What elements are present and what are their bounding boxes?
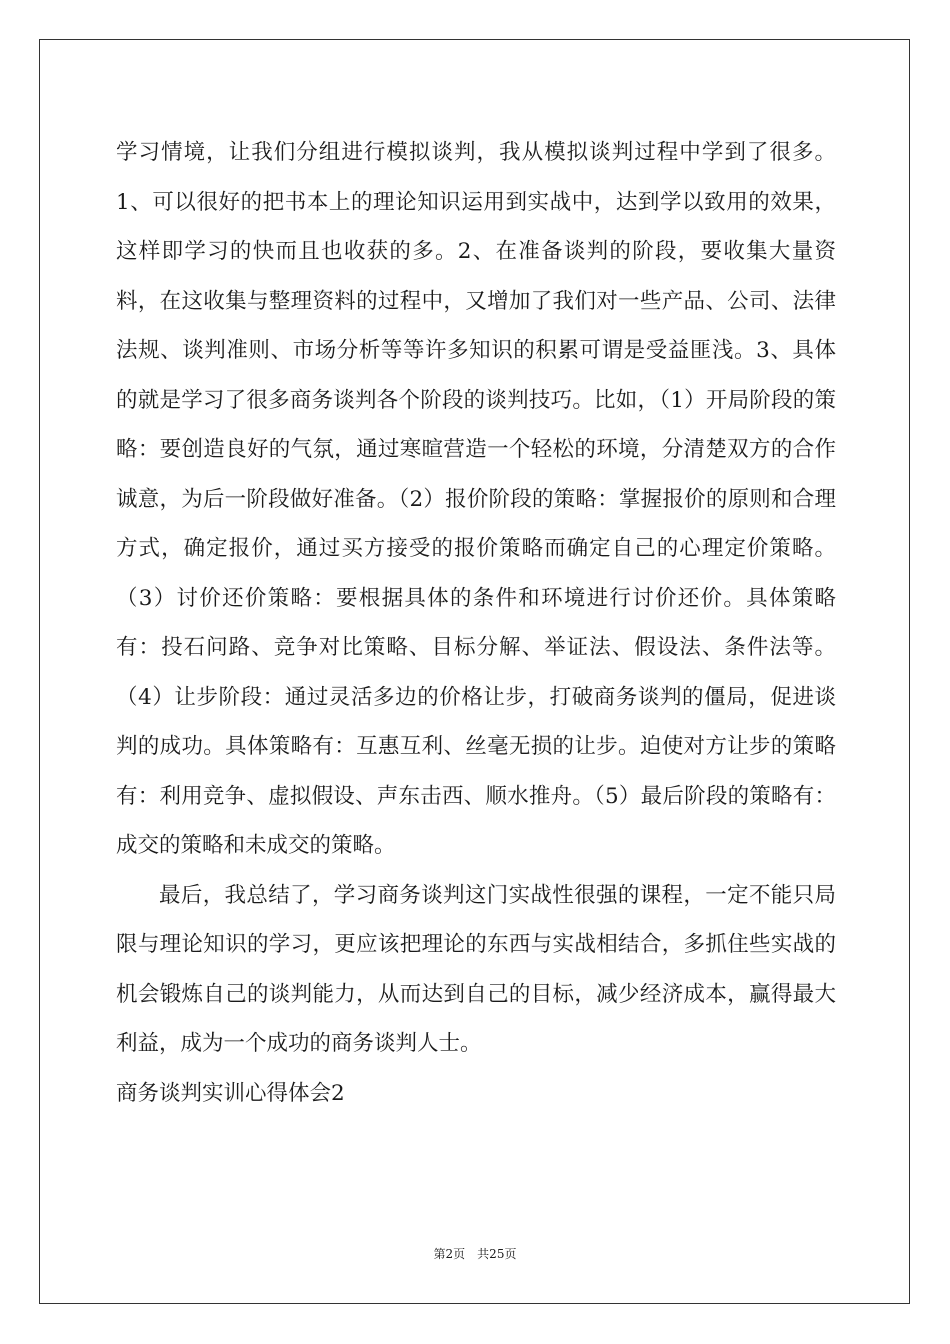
page-footer: 第2页 共25页 [433,1247,517,1261]
section-heading: 商务谈判实训心得体会2 [116,1080,345,1106]
document-body [116,128,836,1118]
paragraph-2: 最后，我总结了，学习商务谈判这门实战性很强的课程，一定不能只局限与理论知识的学习，更应该把理论的东西与实战相结合，多抓住些实战的机会锻炼自己的谈判能力，从而达到自己的目标，减少经济成本，赢得最大利益，成为一个成功的商务谈判人士。 [116,882,836,1056]
paragraph-1: 学习情境，让我们分组进行模拟谈判，我从模拟谈判过程中学到了很多。1、可以很好的把书本上的理论知识运用到实战中，达到学以致用的效果，这样即学习的快而且也收获的多。2、在准备谈判的阶段，要收集大量资料，在这收集与整理资料的过程中，又增加了我们对一些产品、公司、法律法规、谈判准则、市场分析等等许多知识的积累可谓是受益匪浅。3、具体的就是学习了很多商务谈判各个阶段的谈判技巧。比如，（1）开局阶段的策略：要创造良好的气氛，通过寒暄营造一个轻松的环境，分清楚双方的合作诚意，为后一阶段做好准备。（2）报价阶段的策略：掌握报价的原则和合理方式，确定报价，通过买方接受的报价策略而确定自己的心理定价策略。（3）讨价还价策略：要根据具体的条件和环境进行讨价还价。具体策略有：投石问路、竞争对比策略、目标分解、举证法、假设法、条件法等。（4）让步阶段：通过灵活多边的价格让步，打破商务谈判的僵局，促进谈判的成功。具体策略有：互惠互利、丝毫无损的让步。迫使对方让步的策略有：利用竞争、虚拟假设、声东击西、顺水推舟。（5）最后阶段的策略有：成交的策略和未成交的策略。 [116,140,836,858]
